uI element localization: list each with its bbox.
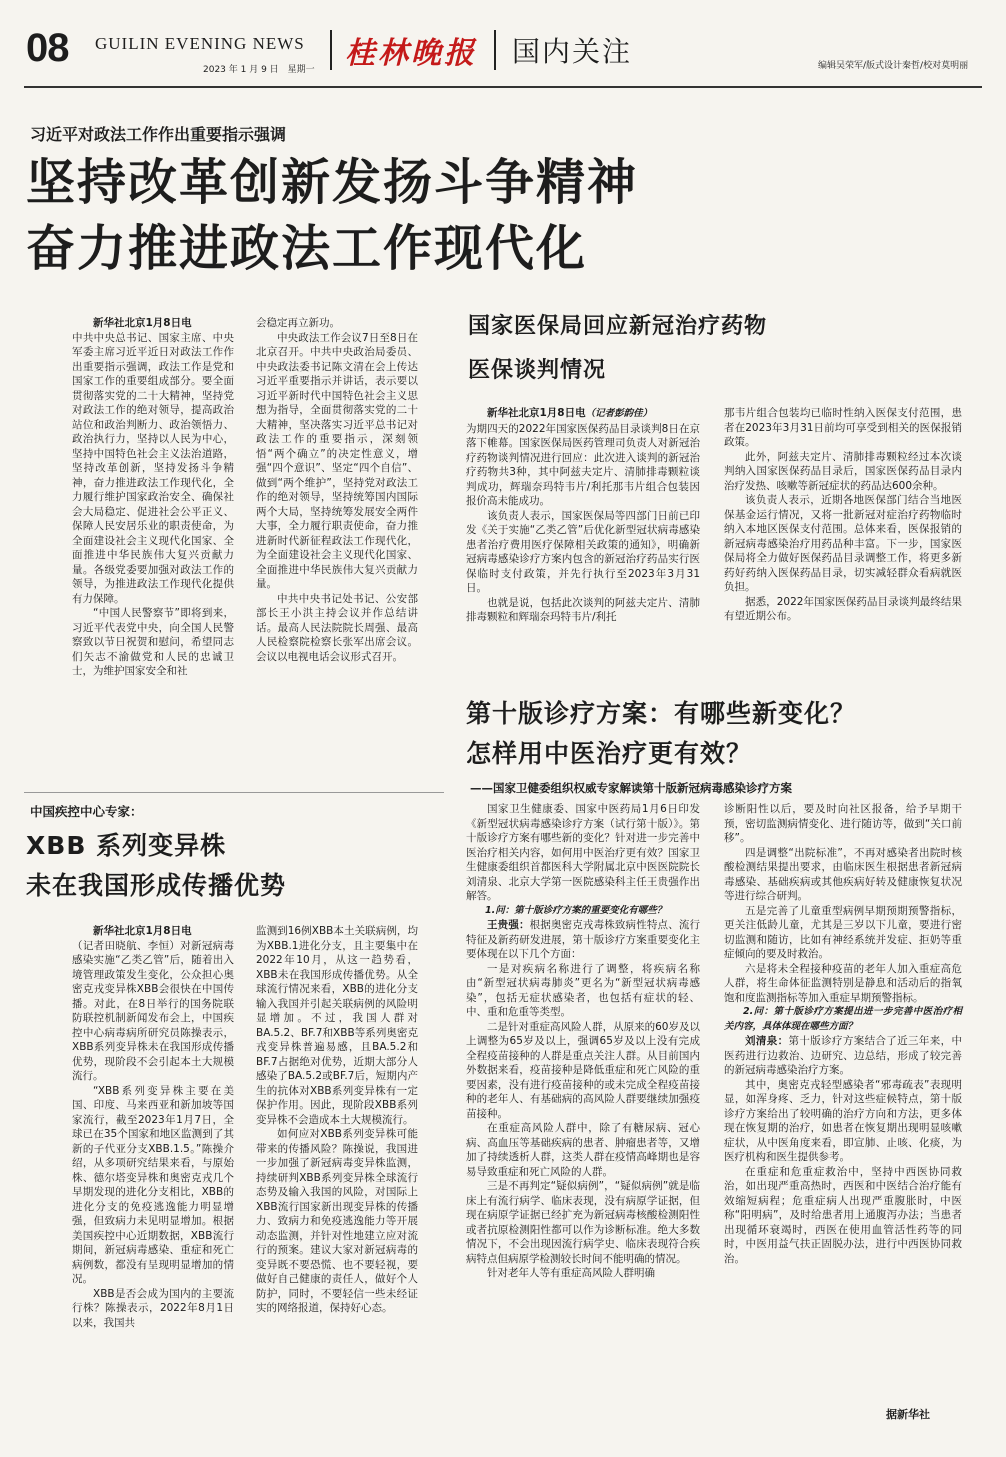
paragraph: 六是将未全程接种疫苗的老年人加入重症高危人群，将生命体征监测特别是静息和活动后的指氧饱和度监测指标等加入重症早期预警指标。 [724,962,962,1004]
article1-dateline: 新华社北京1月8日电 [93,317,192,329]
answer-2-lead: 第十版诊疗方案结合了近三年来，中医药进行边救治、边研究、边总结，形成了较完善的新冠病毒感染治疗方案。 [724,1035,963,1076]
article2-title-line1: 国家医保局回应新冠治疗药物 [468,314,768,339]
article2-column-1 [466,406,700,625]
paragraph: XBB是否会成为国内的主要流行株？陈操表示，2022年8月1日以来，我国共 [72,1287,234,1329]
page-number: 08 [26,26,69,70]
paragraph: 监测到16例XBB本土关联病例，均为XBB.1进化分支，且主要集中在2022年10月，从这一趋势看，XBB未在我国形成传播优势。从全球流行情况来看，XBB的进化分支输入我国并引起关联病例的风险明显增加。不过，我国人群对BA.5.2、BF.7和XBB等系列奥密克戎变异株普遍易感，且BA.5.2和BF.7占据绝对优势，近期大部分人感染了BA.5.2或BF.7后，短期内产生的抗体对XBB系列变异株有一定保护作用。因此，现阶段XBB系列变异株不会造成本土大规模流行。 [256,925,418,1126]
article1-title-line2: 奋力推进政法工作现代化 [26,220,588,277]
publication-date: 2023 年 1 月 9 日 星期一 [203,65,315,75]
paragraph: 中央政法工作会议7日至8日在北京召开。中共中央政治局委员、中央政法委书记陈文清在会上传达习近平重要指示并讲话，表示要以习近平新时代中国特色社会主义思想为指导，全面贯彻落实党的二十大精神，坚决落实习近平总书记对政法工作的重要指示，深刻领悟“两个确立”的决定性意义，增强“四个意识”、坚定“四个自信”、做到“两个维护”，坚持党对政法工作的绝对领导，坚持统筹国内国际两个大局，坚持统筹发展安全两件大事，全力履行职责使命，奋力推进新时代新征程政法工作现代化，为全面建设社会主义现代化国家、全面推进中华民族伟大复兴贡献力量。 [256,331,418,590]
masthead-rule [24,86,982,88]
paragraph: 该负责人表示，近期各地医保部门结合当地医保基金运行情况，又将一批新冠对症治疗药物临时纳入本地区医保支付范围。总体来看，医保报销的新冠病毒感染治疗用药品种丰富。下一步，国家医保局将全力做好医保药品目录调整工作，将更多新药好药纳入医保药品目录，切实减轻群众看病就医负担。 [724,494,962,593]
paragraph: 针对老年人等有重症高风险人群明确 [487,1267,655,1279]
masthead-divider [330,30,332,70]
paragraph: 据悉，2022年国家医保药品目录谈判最终结果有望近期公布。 [724,595,962,622]
paragraph: 诊断阳性以后，要及时向社区报备，给予早期干预，密切监测病情变化、进行随访等，做到“关口前移”。 [724,803,962,844]
paper-name-en: GUILIN EVENING NEWS [95,34,305,53]
paragraph: 在重症和危重症救治中，坚持中西医协同救治，如出现严重高热时，西医和中医结合治疗能有效缩短病程；危重症病人出现严重腹胀时，中医称“阳明病”，及时给患者用上通腹泻办法；当患者出现循环衰竭时，西医在使用血管活性药等的同时，中医用益气扶正固脱办法，进行中西医协同救治。 [724,1165,962,1265]
article2-dateline: 新华社北京1月8日电 [487,407,586,419]
masthead [0,0,1006,82]
paragraph: “中国人民警察节”即将到来，习近平代表党中央，向全国人民警察致以节日祝贺和慰问，希望同志们矢志不渝做党和人民的忠诚卫士，为维护国家安全和社 [72,607,234,677]
article4-subtitle: ——国家卫健委组织权威专家解读第十版新冠病毒感染诊疗方案 [470,781,792,795]
article1-headline [26,150,638,282]
answer-1-lead: 根据奥密克戎毒株致病性特点、流行特征及新药研发进展，第十版诊疗方案重要变化主要体现在以下几个方面： [466,919,701,960]
question-2: 2.问：第十版诊疗方案提出进一步完善中医治疗相关内容，具体体现在哪些方面？ [724,1006,962,1032]
paragraph: 此外，阿兹夫定片、清肺排毒颗粒经过本次谈判纳入国家医保药品目录后，国家医保药品目录内治疗发热、咳嗽等新冠症状的药品达600余种。 [724,450,962,492]
answer-1-speaker: 王贵强： [487,919,530,931]
article2-column-2 [724,406,962,624]
paragraph [724,1034,962,1078]
paragraph: 也就是说，包括此次谈判的阿兹夫定片、清肺排毒颗粒和辉瑞奈玛特韦片/利托 [466,596,700,623]
paragraph [466,918,700,962]
article3-headline [26,826,286,906]
article2-headline [468,305,767,393]
masthead-divider [494,30,496,70]
article1-column-2 [256,316,418,664]
article3-column-1 [72,924,234,1330]
section-title: 国内关注 [512,35,633,68]
paragraph: 如何应对XBB系列变异株可能带来的传播风险？陈操说，我国进一步加强了新冠病毒变异株监测，持续研判XBB系列变异株全球流行态势及输入我国的风险，对国际上XBB流行国家新出现变异株的传播力、致病力和免疫逃逸能力等开展动态监测，并针对性地建立应对流行的预案。建议大家对新冠病毒的变异既不要恐慌、也不要轻视，要做好自己健康的责任人，做好个人防护，同时，不要轻信一些未经证实的网络报道，保持好心态。 [256,1128,418,1314]
article3-title-line1: XBB 系列变异株 [26,831,227,860]
paragraph: 那韦片组合包装均已临时性纳入医保支付范围，患者在2023年3月31日前均可享受到相关的医保报销政策。 [724,407,962,448]
article4-column-2 [724,802,962,1266]
paragraph: 该负责人表示，国家医保局等四部门日前已印发《关于实施“乙类乙管”后优化新型冠状病毒感染患者治疗费用医疗保障相关政策的通知》，明确新冠病毒感染诊疗方案内包含的新冠治疗药品实行医保临时支付政策，并先行执行至2023年3月31日。 [466,509,700,594]
editor-credits: 编辑吴荣军/版式设计秦哲/校对莫明丽 [818,61,969,71]
paragraph: 中共中央书记处书记、公安部部长王小洪主持会议并作总结讲话。最高人民法院院长周强、最高人民检察院检察长张军出席会议。会议以电视电话会议形式召开。 [256,592,418,663]
paragraph: 二是针对重症高风险人群，从原来的60岁及以上调整为65岁及以上，强调65岁及以上没有完成全程疫苗接种的人群是重点关注人群。从目前国内外数据来看，疫苗接种是降低重症和死亡风险的重要因素，没有进行疫苗接种的或未完成全程疫苗接种的老年人、有基础病的高风险人群要继续加强疫苗接种。 [466,1020,700,1120]
section-divider [24,792,444,793]
article4-source: 据新华社 [886,1408,930,1421]
article4-title-line2: 怎样用中医治疗更有效？ [466,739,753,768]
paragraph: 为期四天的2022年国家医保药品目录谈判8日在京落下帷幕。国家医保局医药管理司负责人对新冠治疗药物谈判情况进行回应：此次进入谈判的新冠治疗药物共3种，其中阿兹夫定片、清肺排毒颗粒谈判成功，辉瑞奈玛特韦片/利托那韦片组合包装因报价高未能成功。 [466,422,700,507]
article3-kicker: 中国疾控中心专家： [30,804,143,819]
answer-2-speaker: 刘清泉： [745,1035,789,1047]
paragraph: 一是对疾病名称进行了调整，将疾病名称由“新型冠状病毒肺炎”更名为“新型冠状病毒感染”，包括无症状感染者，也包括有症状的轻、中、重和危重等类型。 [466,962,700,1018]
paragraph: （记者田晓航、李恒）对新冠病毒感染实施“乙类乙管”后，随着出入境管理政策发生变化，公众担心奥密克戎变异株XBB会很快在中国传播。对此，在8日举行的国务院联防联控机制新闻发布会上，中国疾控中心病毒病所研究员陈操表示，XBB系列变异株未在我国形成传播优势，现阶段不会引起本土大规模流行。 [72,939,234,1082]
paragraph: 四是调整“出院标准”，不再对感染者出院时核酸检测结果提出要求，由临床医生根据患者新冠病毒感染、基础疾病或其他疾病好转及健康恢复状况等进行综合研判。 [724,846,962,902]
paragraph: 会稳定再立新功。 [256,317,340,329]
article3-column-2 [256,924,418,1316]
paragraph: 五是完善了儿童重型病例早期预期预警指标，更关注低龄儿童，尤其是三岁以下儿童，要进行密切监测和随访，比如有神经系统并发症、拒奶等重症倾向的要及时救治。 [724,904,962,960]
article1-title-line1: 坚持改革创新发扬斗争精神 [26,154,639,211]
article2-reporter: （记者彭韵佳） [585,408,653,419]
paragraph: 中共中央总书记、国家主席、中央军委主席习近平近日对政法工作作出重要指示强调，政法工作是党和国家工作的重要组成部分。要全面贯彻落实党的二十大精神，坚持党对政法工作的绝对领导，提高政治站位和政治判断力、政治领悟力、政治执行力，坚持以人民为中心，坚持中国特色社会主义法治道路，坚持改革创新，坚持发扬斗争精神，奋力推进政法工作现代化，全力履行维护国家政治安全、确保社会大局稳定、促进社会公平正义、保障人民安居乐业的职责使命，为全面建设社会主义现代化国家、全面推进中华民族伟大复兴贡献力量。各级党委要加强对政法工作的领导，为推进政法工作现代化提供有力保障。 [72,331,234,605]
paragraph: 三是不再判定“疑似病例”，“疑似病例”就是临床上有流行病学、临床表现，没有病原学证据，但现在病原学证据已经扩充为新冠病毒核酸检测阳性或者抗原检测阳性都可以作为诊断标准。绝大多数情况下，不会出现因流行病学史、临床表现符合疾病特点但病原学检测较长时间不能明确的情况。 [466,1180,700,1265]
paragraph: 国家卫生健康委、国家中医药局1月6日印发《新型冠状病毒感染诊疗方案（试行第十版）》。第十版诊疗方案有哪些新的变化？针对进一步完善中医治疗相关内容，如何用中医治疗更有效？国家卫生健康委组织首都医科大学附属北京中医医院院长刘清泉、北京大学第一医院感染科主任王贵强作出解答。 [466,803,700,902]
article1-column-1 [72,316,234,679]
paper-logo: 桂林晚报 [345,36,477,71]
article2-dateline-row [466,406,700,422]
article3-dateline: 新华社北京1月8日电 [93,925,192,937]
article4-column-1 [466,802,700,1281]
article4-headline [466,694,856,774]
article1-kicker: 习近平对政法工作作出重要指示强调 [30,125,287,144]
article4-title-line1: 第十版诊疗方案：有哪些新变化？ [466,699,857,728]
paragraph: 其中，奥密克戎轻型感染者“邪毒疏表”表现明显，如浑身疼、乏力，针对这些症候特点，第十版诊疗方案给出了较明确的治疗方向和方法，更多体现在恢复期的治疗，如患者在恢复期出现明显咳嗽症状，从中医角度来看，即宣肺、止咳、化痰，为医疗机构和医生提供参考。 [724,1078,962,1163]
article2-title-line2: 医保谈判情况 [468,358,607,383]
paragraph: 在重症高风险人群中，除了有糖尿病、冠心病、高血压等基础疾病的患者、肿瘤患者等，又增加了持续透析人群，这类人群在疫情高峰期也是容易导致重症和死亡风险的人群。 [466,1122,700,1178]
paragraph: “XBB系列变异株主要在美国、印度、马来西亚和新加坡等国家流行，截至2023年1月7日，全球已在35个国家和地区监测到了其新的子代亚分支XBB.1.5。”陈操介绍，从多项研究结果来看，与原始株、德尔塔变异株和奥密克戎几个早期发现的进化分支相比，XBB的进化分支的免疫逃逸能力明显增强，但致病力未见明显增加。根据美国疾控中心近期数据，XBB流行期间，新冠病毒感染、重症和死亡病例数，都没有呈现明显增加的情况。 [72,1084,234,1285]
article3-title-line2: 未在我国形成传播优势 [26,871,287,900]
question-1: 1.问：第十版诊疗方案的重要变化有哪些？ [485,904,667,916]
